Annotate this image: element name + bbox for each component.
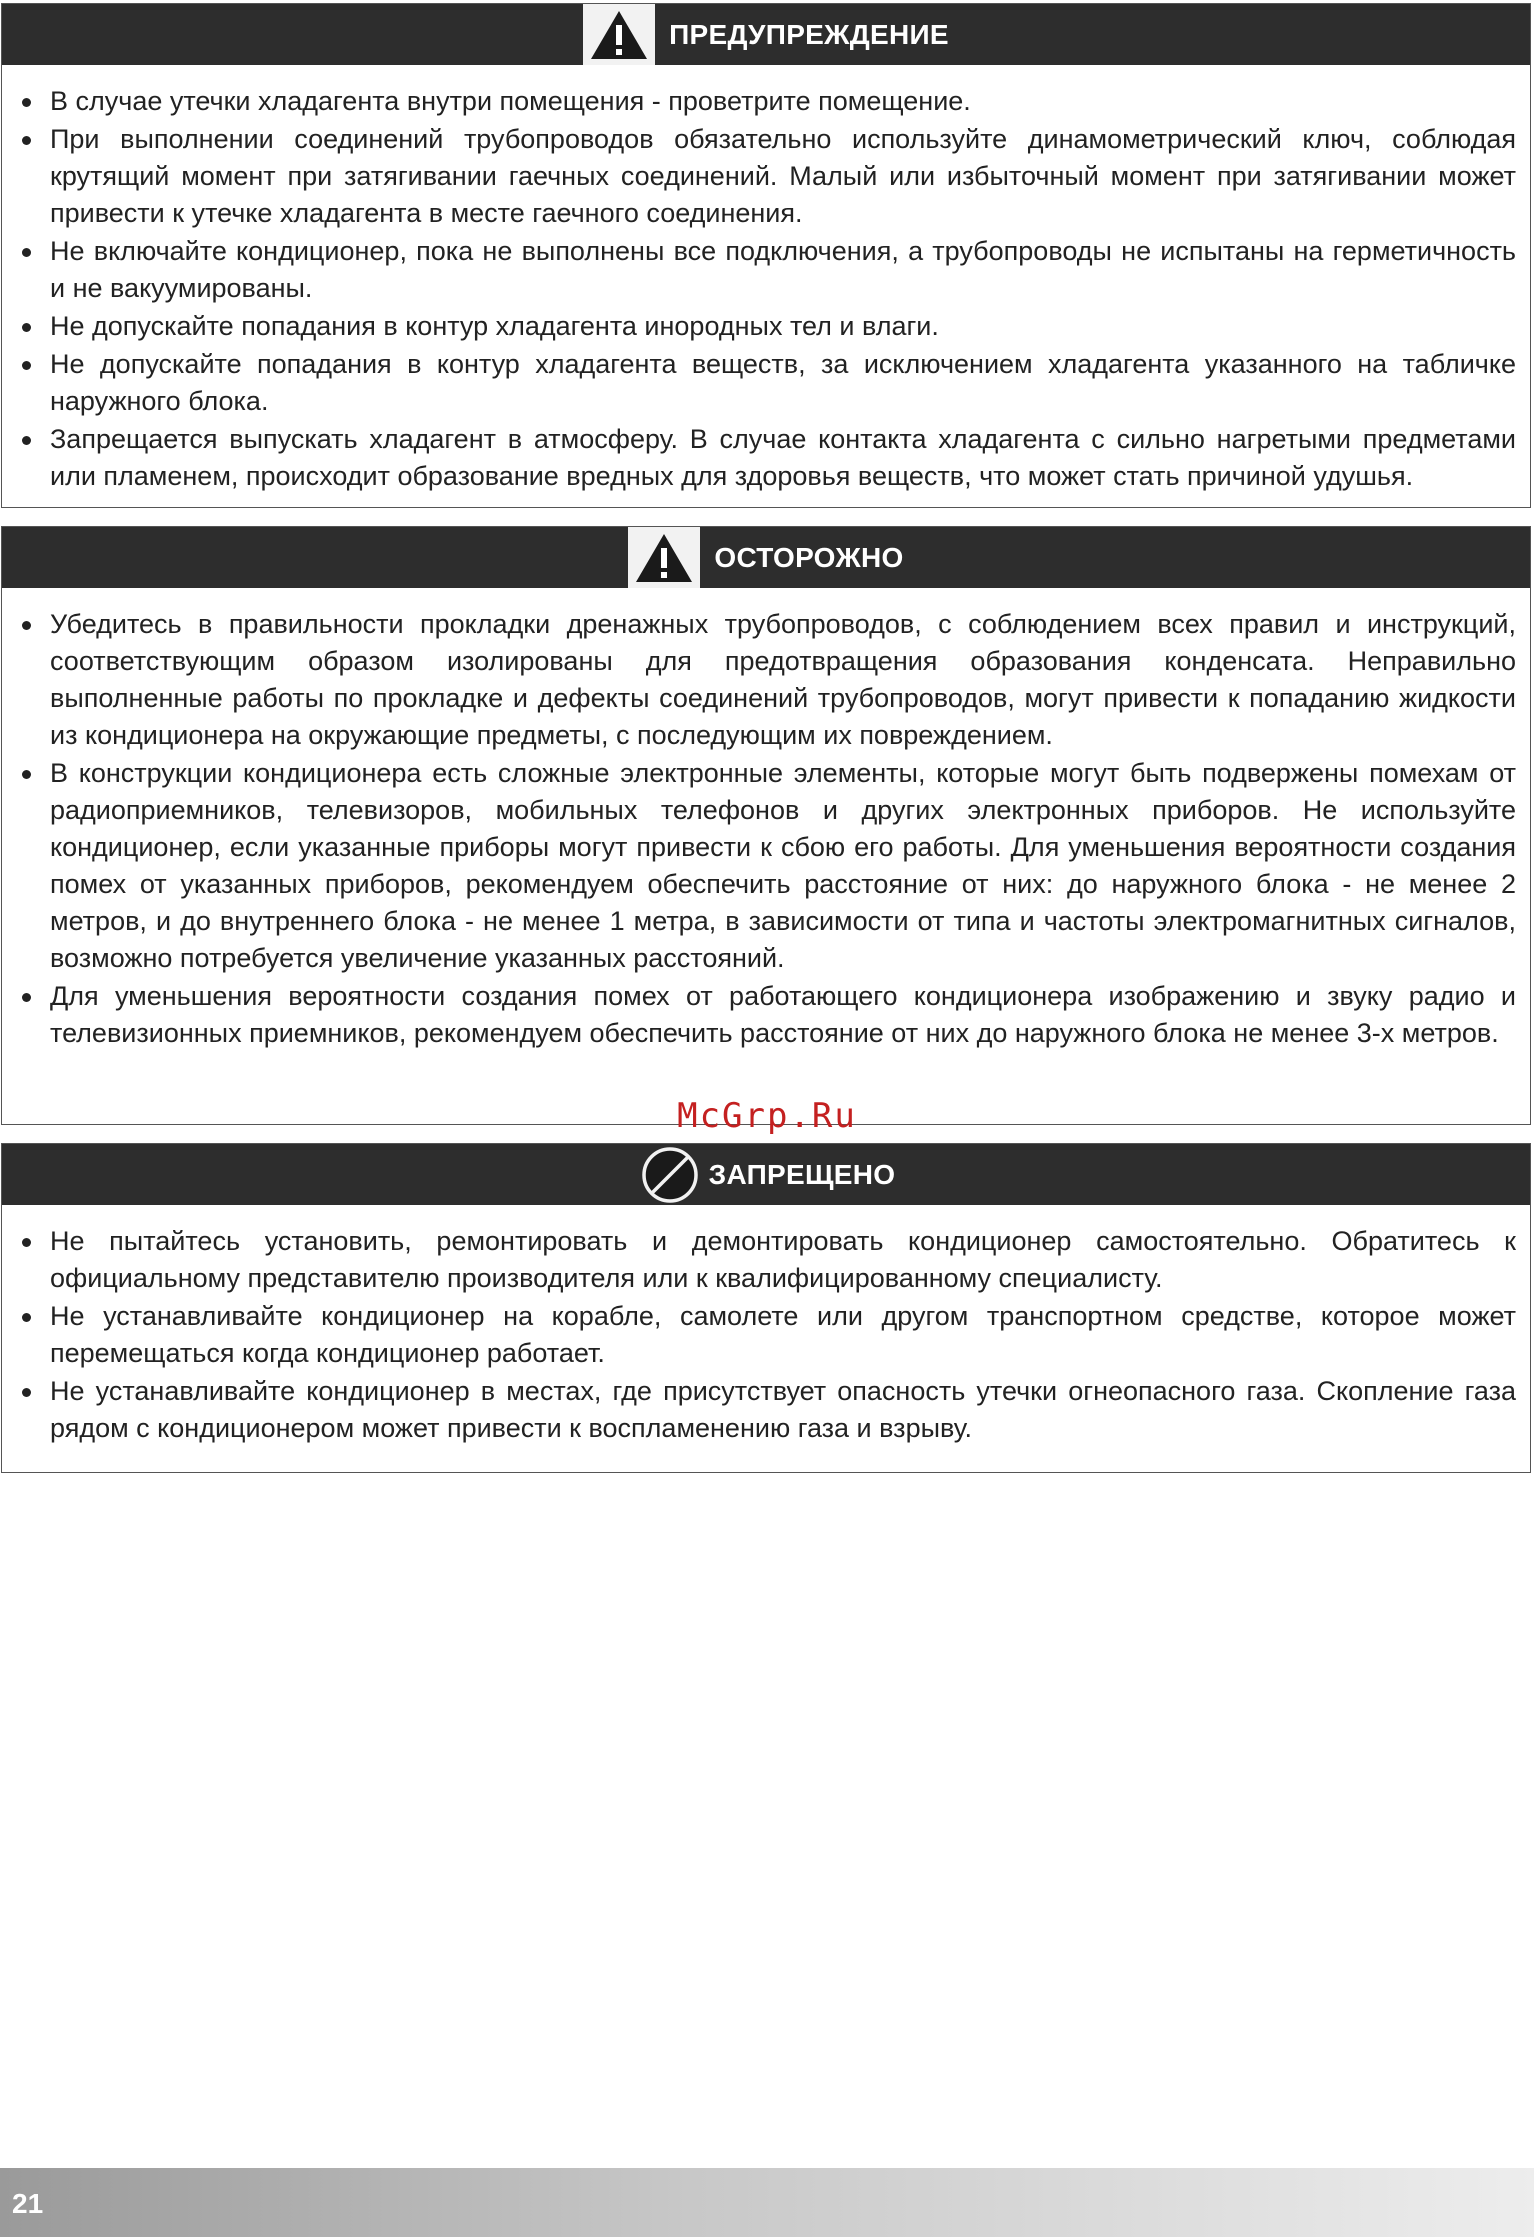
caution-title: ОСТОРОЖНО bbox=[714, 541, 904, 573]
prohibited-title: ЗАПРЕЩЕНО bbox=[708, 1158, 896, 1190]
prohibited-icon bbox=[637, 1144, 703, 1205]
caution-box bbox=[1, 526, 1531, 1125]
caution-list bbox=[2, 588, 1530, 1052]
warning-list bbox=[2, 65, 1530, 495]
list-item: Не допускайте попадания в контур хладагента веществ, за исключением хладагента указанного на табличке наружного блока. bbox=[50, 346, 1516, 420]
prohibited-header bbox=[2, 1144, 1530, 1205]
list-item: Для уменьшения вероятности создания помех от работающего кондиционера изображению и звуку радио и телевизионных приемников, рекомендуем обеспечить расстояние от них до наружного блока не менее 3-х метров. bbox=[50, 978, 1516, 1052]
list-item: Не устанавливайте кондиционер на корабле, самолете или другом транспортном средстве, которое может перемещаться когда кондиционер работает. bbox=[50, 1298, 1516, 1372]
list-item: В конструкции кондиционера есть сложные электронные элементы, которые могут быть подвержены помехам от радиоприемников, телевизоров, мобильных телефонов и других электронных приборов. Не используйте кондиционер, если указанные приборы могут привести к сбою его работы. Для уменьшения вероятности создания помех от указанных приборов, рекомендуем обеспечить расстояние от них: до наружного блока - не менее 2 метров, и до внутреннего блока - не менее 1 метра, в зависимости от типа и частоты электромагнитных сигналов, возможно потребуется увеличение указанных расстояний. bbox=[50, 755, 1516, 977]
list-item: Не устанавливайте кондиционер в местах, где присутствует опасность утечки огнеопасного газа. Скопление газа рядом с кондиционером может привести к воспламенению газа и взрыву. bbox=[50, 1373, 1516, 1447]
warning-header bbox=[2, 4, 1530, 65]
list-item: При выполнении соединений трубопроводов обязательно используйте динамометрический ключ, соблюдая крутящий момент при затягивании гаечных соединений. Малый или избыточный момент при затягивании может привести к утечке хладагента в месте гаечного соединения. bbox=[50, 121, 1516, 232]
caution-header bbox=[2, 527, 1530, 588]
warning-title: ПРЕДУПРЕЖДЕНИЕ bbox=[669, 18, 949, 50]
list-item: Запрещается выпускать хладагент в атмосферу. В случае контакта хладагента с сильно нагретыми предметами или пламенем, происходит образование вредных для здоровья веществ, что может стать причиной удушья. bbox=[50, 421, 1516, 495]
warning-triangle-icon bbox=[628, 527, 700, 588]
page-footer bbox=[0, 2168, 1534, 2237]
prohibited-box bbox=[1, 1143, 1531, 1473]
warning-triangle-icon bbox=[583, 4, 655, 65]
page-number: 21 bbox=[12, 2188, 44, 2219]
list-item: Не включайте кондиционер, пока не выполнены все подключения, а трубопроводы не испытаны на герметичность и не вакуумированы. bbox=[50, 233, 1516, 307]
watermark: McGrp.Ru bbox=[677, 1096, 857, 1136]
list-item: В случае утечки хладагента внутри помещения - проветрите помещение. bbox=[50, 83, 1516, 120]
list-item: Не допускайте попадания в контур хладагента инородных тел и влаги. bbox=[50, 308, 1516, 345]
list-item: Убедитесь в правильности прокладки дренажных трубопроводов, с соблюдением всех правил и инструкций, соответствующим образом изолированы для предотвращения образования конденсата. Неправильно выполненные работы по прокладке и дефекты соединений трубопроводов, могут привести к попаданию жидкости из кондиционера на окружающие предметы, с последующим их повреждением. bbox=[50, 606, 1516, 754]
prohibited-list bbox=[2, 1205, 1530, 1447]
warning-box bbox=[1, 3, 1531, 508]
list-item: Не пытайтесь установить, ремонтировать и демонтировать кондиционер самостоятельно. Обратитесь к официальному представителю производителя или к квалифицированному специалисту. bbox=[50, 1223, 1516, 1297]
